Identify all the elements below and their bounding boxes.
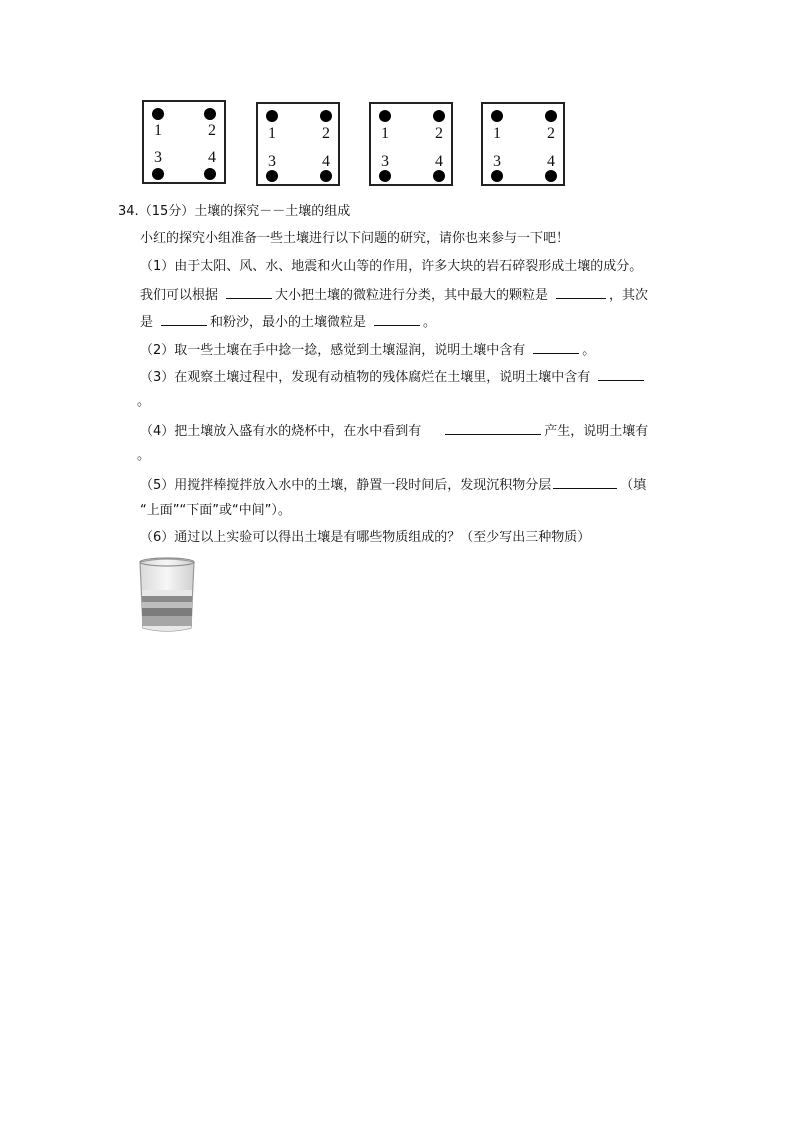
- label-4: 4: [322, 153, 330, 170]
- label-4: 4: [208, 149, 216, 166]
- question-intro: 小红的探究小组准备一些土壤进行以下问题的研究，请你也来参与一下吧！: [140, 231, 570, 246]
- item-2-text: （2）取一些土壤在手中捻一捻，感觉到土壤湿润，说明土壤中含有: [140, 343, 526, 358]
- item-1-text-e: 和粉沙，最小的土壤微粒是: [210, 315, 367, 330]
- item-4-end: 。: [137, 448, 151, 463]
- label-3: 3: [493, 153, 501, 170]
- item-1-line-2: [140, 285, 648, 305]
- dot-top-left: [266, 110, 278, 122]
- dot-top-left: [491, 110, 503, 122]
- dot-diagram-1: [142, 100, 226, 184]
- item-5-text-a: （5）用搅拌棒搅拌放入水中的土壤，静置一段时间后，发现沉积物分层: [140, 478, 552, 493]
- answer-blank-4[interactable]: [374, 312, 420, 326]
- label-3: 3: [268, 153, 276, 170]
- item-1-text-a: 我们可以根据: [140, 288, 219, 303]
- answer-blank-8[interactable]: [553, 475, 617, 489]
- dot-diagram-3: [369, 102, 453, 186]
- label-2: 2: [322, 125, 330, 142]
- item-3: [140, 367, 647, 387]
- dot-bottom-right: [545, 170, 557, 182]
- dot-bottom-right: [433, 170, 445, 182]
- item-1-text-f: 。: [423, 315, 437, 330]
- label-1: 1: [154, 122, 162, 139]
- answer-blank-1[interactable]: [226, 285, 272, 299]
- label-1: 1: [268, 125, 276, 142]
- answer-blank-7[interactable]: [445, 421, 541, 435]
- item-4-text-b: 产生，说明土壤有: [544, 424, 649, 439]
- item-4-text-a: （4）把土壤放入盛有水的烧杯中，在水中看到有: [140, 424, 422, 439]
- item-1-text-c: ，其次: [609, 288, 649, 303]
- question-title: 土壤的探究－－土壤的组成: [194, 204, 351, 219]
- label-4: 4: [547, 153, 555, 170]
- item-1-text-b: 大小把土壤的微粒进行分类，其中最大的颗粒是: [275, 288, 549, 303]
- dot-top-right: [433, 110, 445, 122]
- question-score: （15分）: [138, 204, 195, 219]
- item-5-line-2: “上面”“下面”或“中间”）。: [140, 503, 291, 518]
- label-4: 4: [435, 153, 443, 170]
- dot-bottom-left: [266, 170, 278, 182]
- dot-top-right: [204, 108, 216, 120]
- question-heading: [118, 203, 350, 221]
- dot-top-left: [379, 110, 391, 122]
- label-3: 3: [154, 149, 162, 166]
- item-2: [140, 340, 595, 360]
- dot-bottom-left: [379, 170, 391, 182]
- label-2: 2: [547, 125, 555, 142]
- dot-top-right: [320, 110, 332, 122]
- dot-diagram-4: [481, 102, 565, 186]
- item-1-line-3: [140, 312, 436, 332]
- answer-blank-3[interactable]: [161, 312, 207, 326]
- dot-bottom-left: [152, 168, 164, 180]
- item-6: （6）通过以上实验可以得出土壤是有哪些物质组成的？（至少写出三种物质）: [140, 530, 591, 545]
- item-1-line-1: （1）由于太阳、风、水、地震和火山等的作用，许多大块的岩石碎裂形成土壤的成分。: [140, 259, 643, 274]
- label-1: 1: [381, 125, 389, 142]
- dot-top-right: [545, 110, 557, 122]
- label-1: 1: [493, 125, 501, 142]
- item-5-text-b: （填: [620, 478, 647, 493]
- item-3-end: 。: [137, 394, 151, 409]
- answer-blank-5[interactable]: [533, 340, 579, 354]
- label-2: 2: [435, 125, 443, 142]
- label-2: 2: [208, 122, 216, 139]
- item-4: [140, 421, 648, 441]
- beaker-image: [136, 556, 198, 634]
- item-2-end: 。: [582, 343, 596, 358]
- dot-bottom-left: [491, 170, 503, 182]
- dot-diagram-2: [256, 102, 340, 186]
- answer-blank-2[interactable]: [556, 285, 606, 299]
- item-3-text: （3）在观察土壤过程中，发现有动植物的残体腐烂在土壤里，说明土壤中含有: [140, 370, 591, 385]
- label-3: 3: [381, 153, 389, 170]
- dot-bottom-right: [320, 170, 332, 182]
- answer-blank-6[interactable]: [598, 367, 644, 381]
- dot-top-left: [152, 108, 164, 120]
- item-1-text-d: 是: [140, 315, 154, 330]
- item-5-line-1: [140, 475, 646, 495]
- dot-bottom-right: [204, 168, 216, 180]
- question-number: 34.: [118, 204, 139, 219]
